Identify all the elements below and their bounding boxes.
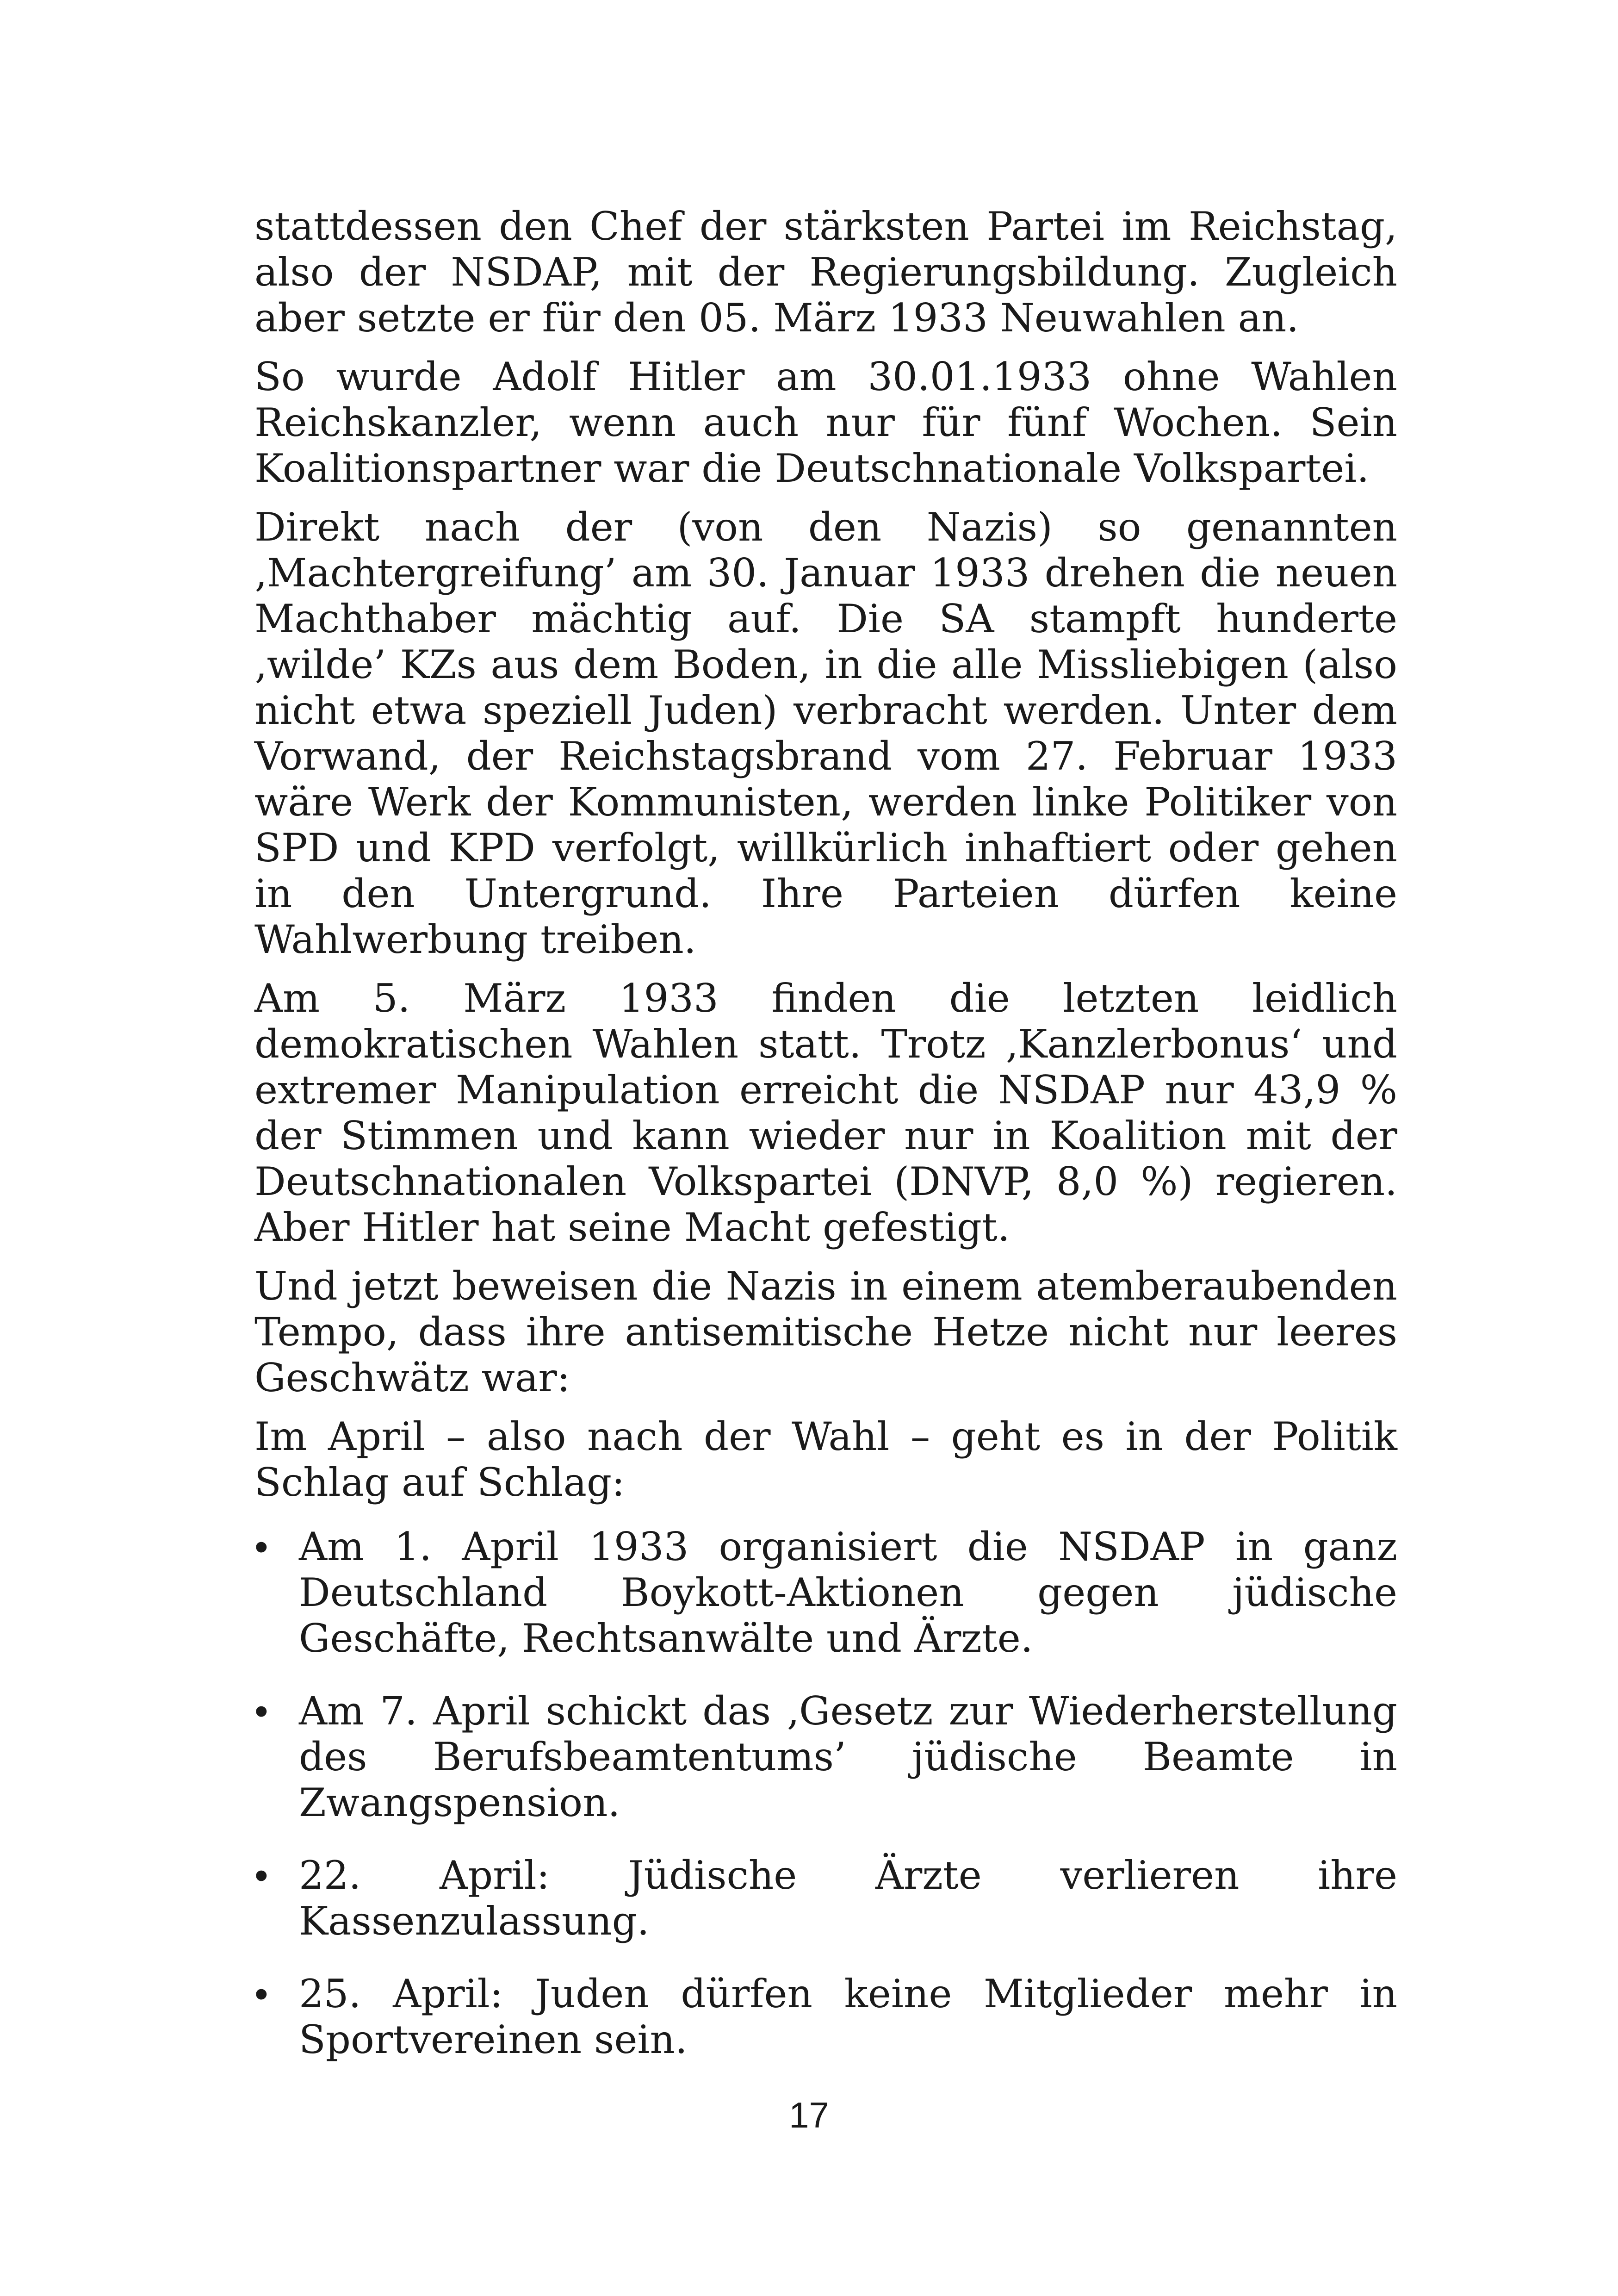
page-number: 17 xyxy=(789,2095,829,2135)
paragraph: Am 5. März 1933 finden die letzten leidlich demokratischen Wahlen statt. Trotz ‚Kanzlerbonus‘ und extremer Manipulation erreicht die NSDAP nur 43,9 % der Stimmen und kann wieder nur in Koalition mit der Deutschnationalen Volkspartei (DNVP, 8,0 %) regieren. Aber Hitler hat seine Macht gefestigt. xyxy=(254,976,1397,1250)
list-item-text: Am 7. April schickt das ‚Gesetz zur Wiederherstellung des Berufsbeamtentums’ jüdische Beamte in Zwangspension. xyxy=(299,1688,1397,1825)
bullet-list xyxy=(254,1524,1397,2063)
list-item xyxy=(254,1971,1397,2063)
paragraph: So wurde Adolf Hitler am 30.01.1933 ohne Wahlen Reichskanzler, wenn auch nur für fünf Wochen. Sein Koalitionspartner war die Deutschnationale Volkspartei. xyxy=(254,354,1397,491)
list-item xyxy=(254,1688,1397,1826)
list-item-text: 22. April: Jüdische Ärzte verlieren ihre Kassenzulassung. xyxy=(299,1853,1397,1944)
paragraph: Und jetzt beweisen die Nazis in einem atemberaubenden Tempo, dass ihre antisemitische Hetze nicht nur leeres Geschwätz war: xyxy=(254,1263,1397,1400)
list-item-text: Am 1. April 1933 organisiert die NSDAP in ganz Deutschland Boykott-Aktionen gegen jüdische Geschäfte, Rechtsanwälte und Ärzte. xyxy=(299,1524,1397,1661)
paragraph: Im April – also nach der Wahl – geht es in der Politik Schlag auf Schlag: xyxy=(254,1414,1397,1505)
paragraph: Direkt nach der (von den Nazis) so genannten ‚Machtergreifung’ am 30. Januar 1933 drehen die neuen Machthaber mächtig auf. Die SA stampft hunderte ‚wilde’ KZs aus dem Boden, in die alle Missliebigen (also nicht etwa speziell Juden) verbracht werden. Unter dem Vorwand, der Reichstagsbrand vom 27. Februar 1933 wäre Werk der Kommunisten, werden linke Politiker von SPD und KPD verfolgt, willkürlich inhaftiert oder gehen in den Untergrund. Ihre Parteien dürfen keine Wahlwerbung treiben. xyxy=(254,504,1397,962)
bullet-icon: • xyxy=(254,1525,268,1568)
bullet-icon: • xyxy=(254,1854,268,1897)
paragraph: stattdessen den Chef der stärksten Partei im Reichstag, also der NSDAP, mit der Regierungsbildung. Zugleich aber setzte er für den 05. März 1933 Neuwahlen an. xyxy=(254,204,1397,341)
list-item xyxy=(254,1853,1397,1944)
body-text xyxy=(254,204,1397,2063)
bullet-icon: • xyxy=(254,1972,268,2016)
list-item xyxy=(254,1524,1397,1661)
bullet-icon: • xyxy=(254,1689,268,1733)
list-item-text: 25. April: Juden dürfen keine Mitglieder mehr in Sportvereinen sein. xyxy=(299,1971,1397,2062)
